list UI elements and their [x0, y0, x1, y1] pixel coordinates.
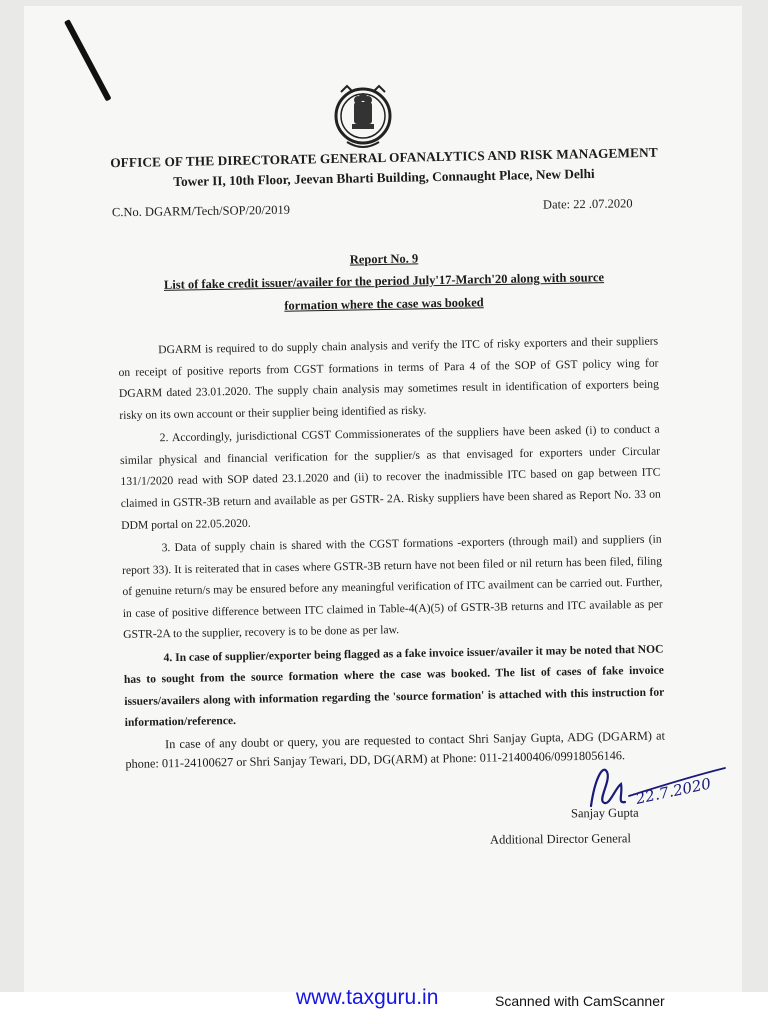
- paragraph-2: 2. Accordingly, jurisdictional CGST Commissionerates of the suppliers have been asked (i) to conduct a similar physical and financial verification for the supplier/s as that envisaged for exporters under Circular 131/1/2020 read with SOP dated 23.1.2020 and (ii) to recover the inadmissible ITC based on gap between ITC claimed in GSTR-3B return and available as per GSTR- 2A. Risky suppliers have been shared as Report No. 33 on DDM portal on 22.05.2020.: [119, 422, 661, 532]
- report-title-line-2: formation where the case was booked: [284, 295, 484, 313]
- website-watermark: www.taxguru.in: [296, 986, 439, 1009]
- report-number: Report No. 9: [349, 251, 419, 267]
- paragraph-contact: In case of any doubt or query, you are requested to contact Shri Sanjay Gupta, ADG (DGARM) at phone: 011-24100627 or Shri Sanjay Tewari, DD, DG(ARM) at Phone: 011-21400406/09918056146.: [125, 728, 666, 772]
- paragraph-3: 3. Data of supply chain is shared with the CGST formations -exporters (through mail) and suppliers (in report 33). It is reiterated that in cases where GSTR-3B return have not been filed or nil return has been filed, filing of genuine return/s may be ensured before any meaningful verification of ITC availment can be carried out. Further, in case of positive difference between ITC claimed in Table-4(A)(5) of GSTR-3B returns and ITC available as per GSTR-2A to the supplier, recovery is to be done as per law.: [121, 532, 663, 642]
- report-title-line-1: List of fake credit issuer/availer for the period July'17-March'20 along with source: [163, 270, 605, 292]
- document-date: Date: 22 .07.2020: [542, 196, 633, 212]
- office-title: OFFICE OF THE DIRECTORATE GENERAL OFANALYTICS AND RISK MANAGEMENT: [110, 144, 658, 171]
- letter-body: [118, 331, 666, 776]
- signatory-designation: Additional Director General: [489, 831, 631, 847]
- signatory-name: Sanjay Gupta: [570, 805, 639, 821]
- scanner-watermark: Scanned with CamScanner: [495, 993, 665, 1009]
- office-address: Tower II, 10th Floor, Jeevan Bharti Building, Connaught Place, New Delhi: [173, 165, 595, 190]
- signature-date-handwriting: 22.7.2020: [634, 774, 713, 808]
- reference-number: C.No. DGARM/Tech/SOP/20/2019: [111, 202, 291, 220]
- paragraph-intro: DGARM is required to do supply chain analysis and verify the ITC of risky exporters and their suppliers on receipt of positive reports from CGST formations in terms of Para 4 of the SOP of GST policy wing for DGARM dated 23.01.2020. The supply chain analysis may sometimes result in identification of exporters being risky on its own account or their supplier being identified as risky.: [118, 334, 659, 422]
- national-emblem-icon: [333, 82, 393, 156]
- paragraph-4: 4. In case of supplier/exporter being flagged as a fake invoice issuer/availer it may be noted that NOC has to sought from the source formation where the case was booked. The list of cases of fake invoice issuers/availers along with information regarding the 'source formation' is attached with this instruction for information/reference.: [123, 642, 665, 730]
